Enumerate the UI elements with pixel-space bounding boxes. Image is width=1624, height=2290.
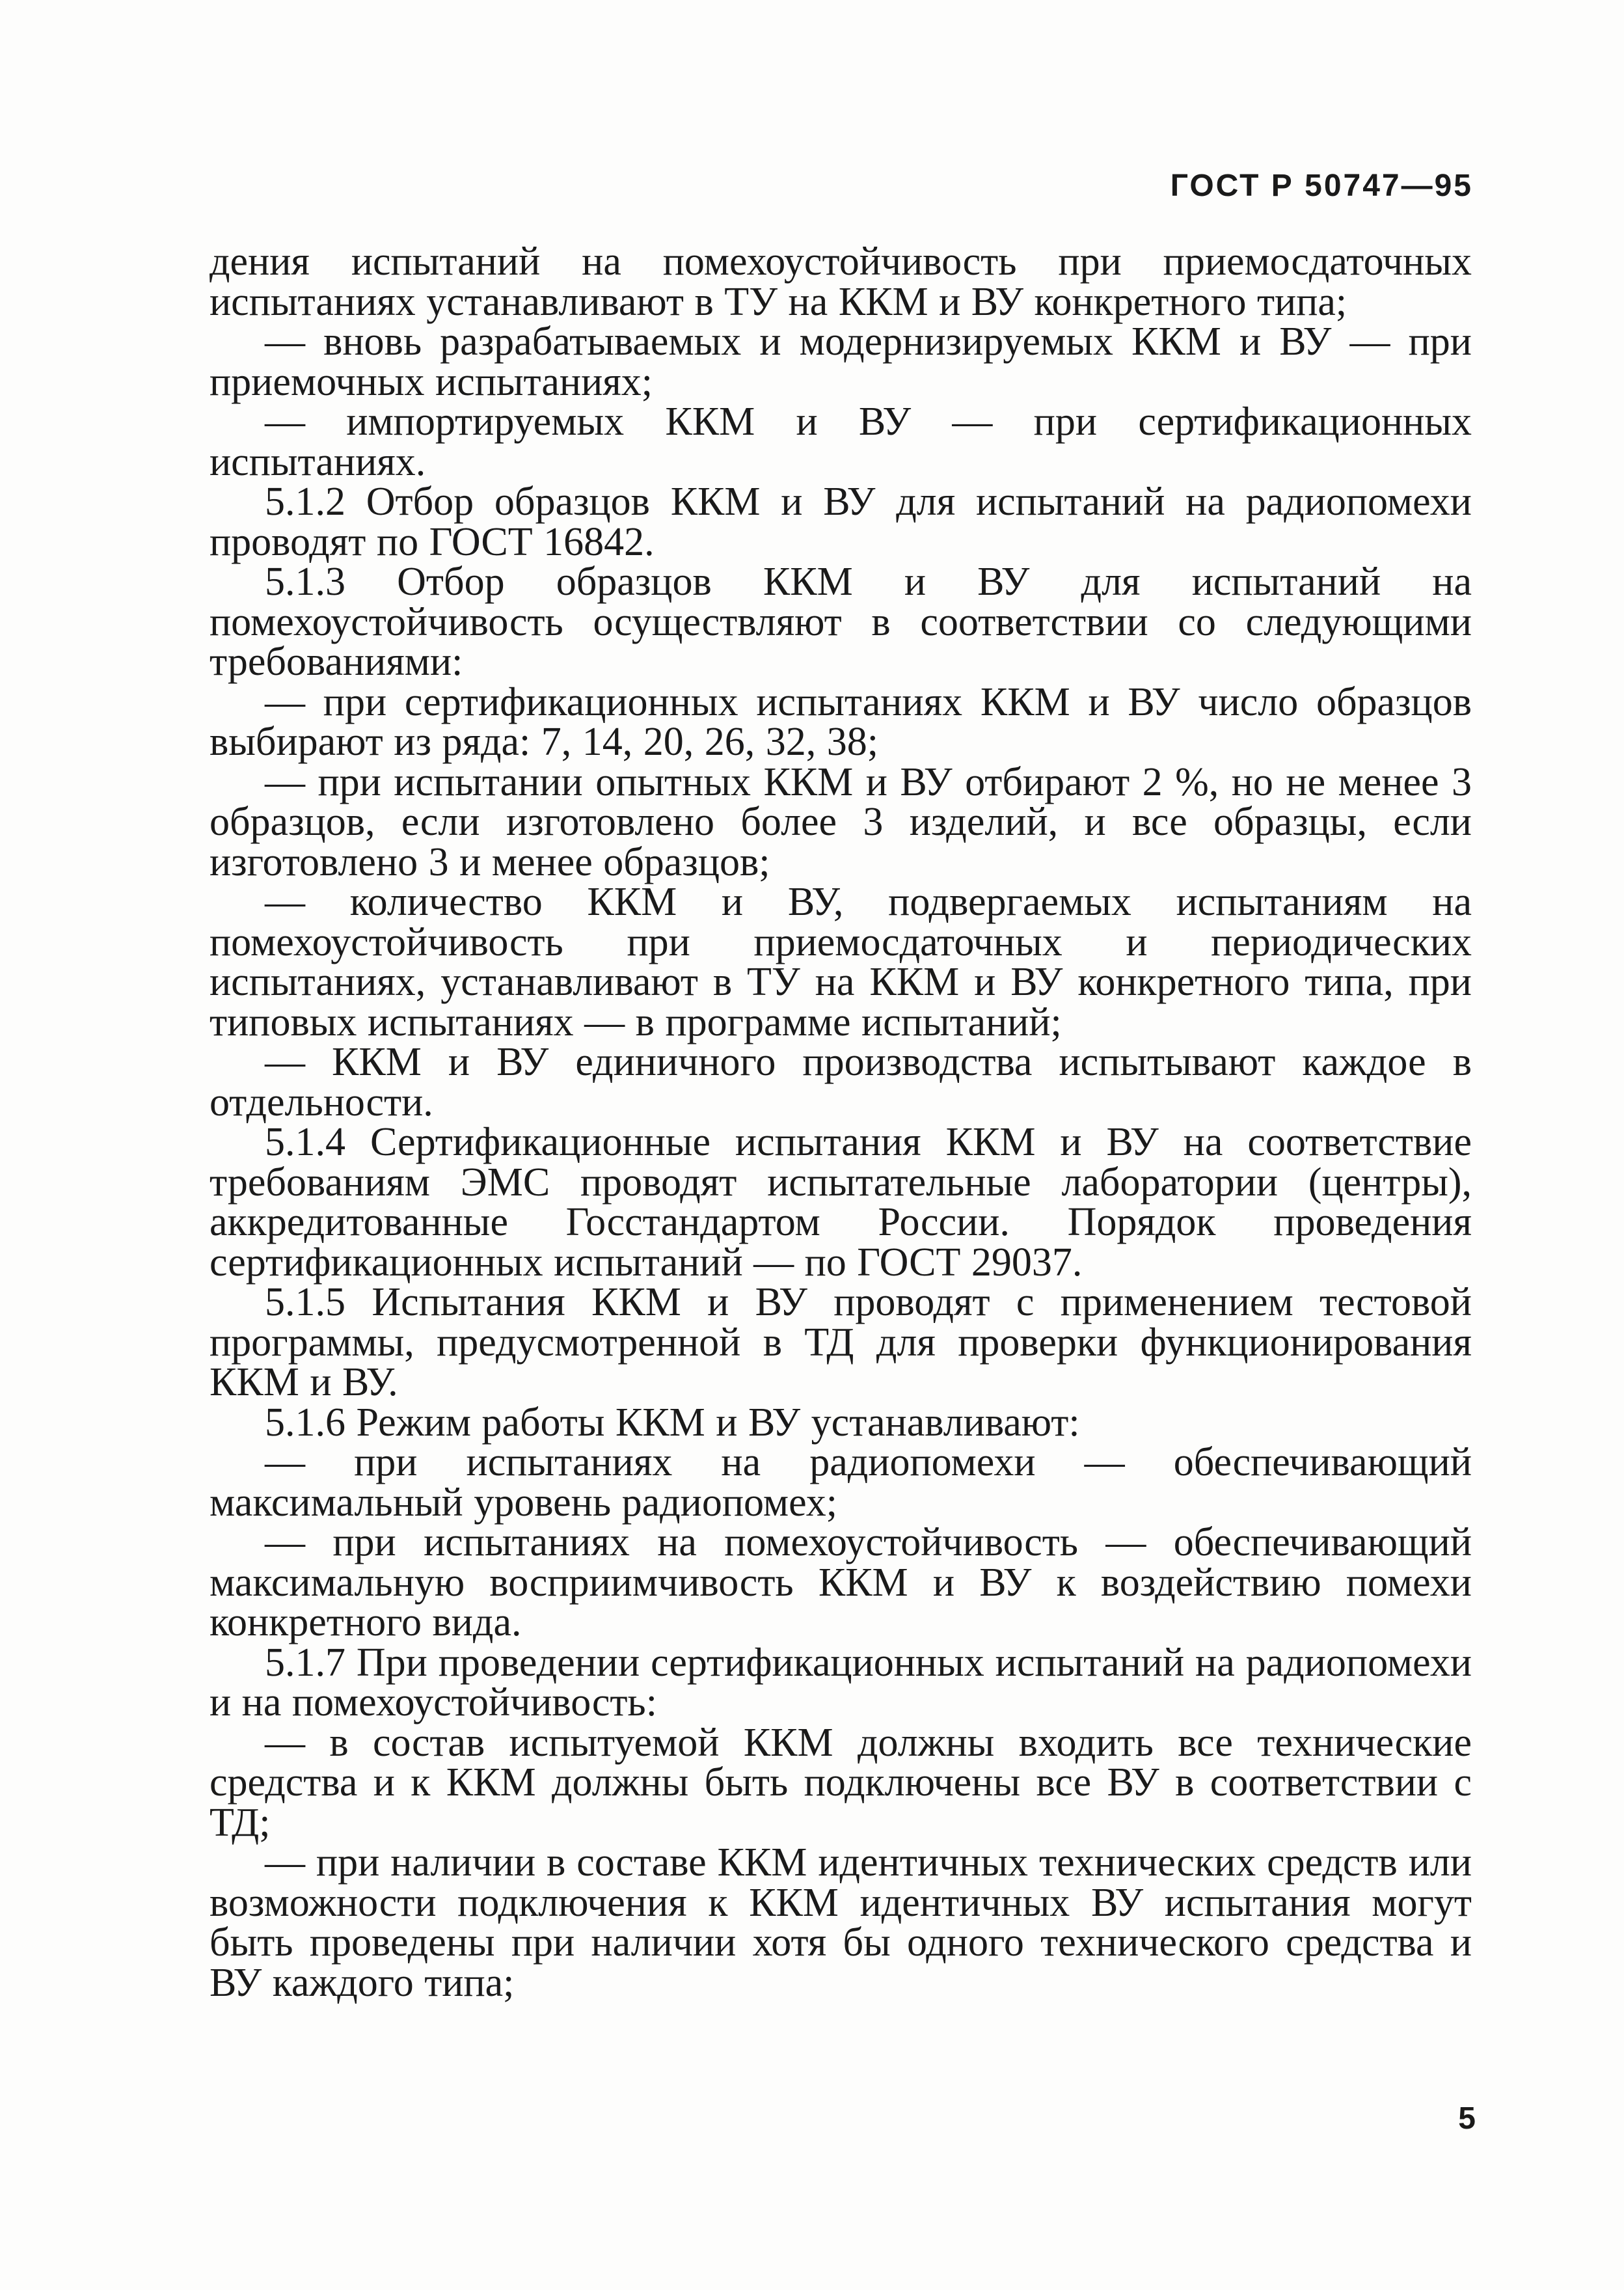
paragraph-continuation: дения испытаний на помехоустойчивость при приемосдаточных испытаниях устанавливают в ТУ на ККМ и ВУ конкретного типа;: [210, 239, 1472, 324]
list-item: — при испытаниях на радиопомехи — обеспечивающий максимальный уровень радиопомех;: [210, 1440, 1472, 1525]
clause-5-1-5: 5.1.5 Испытания ККМ и ВУ проводят с применением тестовой программы, предусмотренной в ТД для проверки функционирования ККМ и ВУ.: [210, 1280, 1472, 1404]
document-code-header: ГОСТ Р 50747—95: [1170, 169, 1473, 203]
list-item: — при наличии в составе ККМ идентичных технических средств или возможности подключения к ККМ идентичных ВУ испытания могут быть проведены при наличии хотя бы одного технического средства и ВУ каждого типа;: [210, 1840, 1472, 2005]
list-item: — при испытании опытных ККМ и ВУ отбирают 2 %, но не менее 3 образцов, если изготовлено более 3 изделий, и все образцы, если изготовлено 3 и менее образцов;: [210, 759, 1472, 884]
list-item: — вновь разрабатываемых и модернизируемых ККМ и ВУ — при приемочных испытаниях;: [210, 320, 1472, 404]
clause-5-1-7: 5.1.7 При проведении сертификационных испытаний на радиопомехи и на помехоустойчивость:: [210, 1640, 1472, 1724]
clause-5-1-4: 5.1.4 Сертификационные испытания ККМ и ВУ на соответствие требованиям ЭМС проводят испытательные лаборатории (центры), аккредитованные Госстандартом России. Порядок проведения сертификационных испытаний — по ГОСТ 29037.: [210, 1120, 1472, 1285]
list-item: — импортируемых ККМ и ВУ — при сертификационных испытаниях.: [210, 400, 1472, 484]
clause-5-1-2: 5.1.2 Отбор образцов ККМ и ВУ для испытаний на радиопомехи проводят по ГОСТ 16842.: [210, 480, 1472, 564]
clause-5-1-6: 5.1.6 Режим работы ККМ и ВУ устанавливают:: [265, 1400, 1080, 1445]
list-item: — при сертификационных испытаниях ККМ и ВУ число образцов выбирают из ряда: 7, 14, 20, 26, 32, 38;: [210, 679, 1472, 764]
list-item: — количество ККМ и ВУ, подвергаемых испытаниям на помехоустойчивость при приемосдаточных и периодических испытаниях, устанавливают в ТУ на ККМ и ВУ конкретного типа, при типовых испытаниях — в программе испытаний;: [210, 880, 1472, 1044]
page-number: 5: [1458, 2101, 1476, 2136]
list-item: — ККМ и ВУ единичного производства испытывают каждое в отдельности.: [210, 1040, 1472, 1125]
list-item: — при испытаниях на помехоустойчивость — обеспечивающий максимальную восприимчивость ККМ и ВУ к воздействию помехи конкретного вида.: [210, 1520, 1472, 1644]
document-body: [210, 239, 1472, 2005]
clause-5-1-3: 5.1.3 Отбор образцов ККМ и ВУ для испытаний на помехоустойчивость осуществляют в соответствии со следующими требованиями:: [210, 560, 1472, 684]
list-item: — в состав испытуемой ККМ должны входить все технические средства и к ККМ должны быть подключены все ВУ в соответствии с ТД;: [210, 1720, 1472, 1845]
